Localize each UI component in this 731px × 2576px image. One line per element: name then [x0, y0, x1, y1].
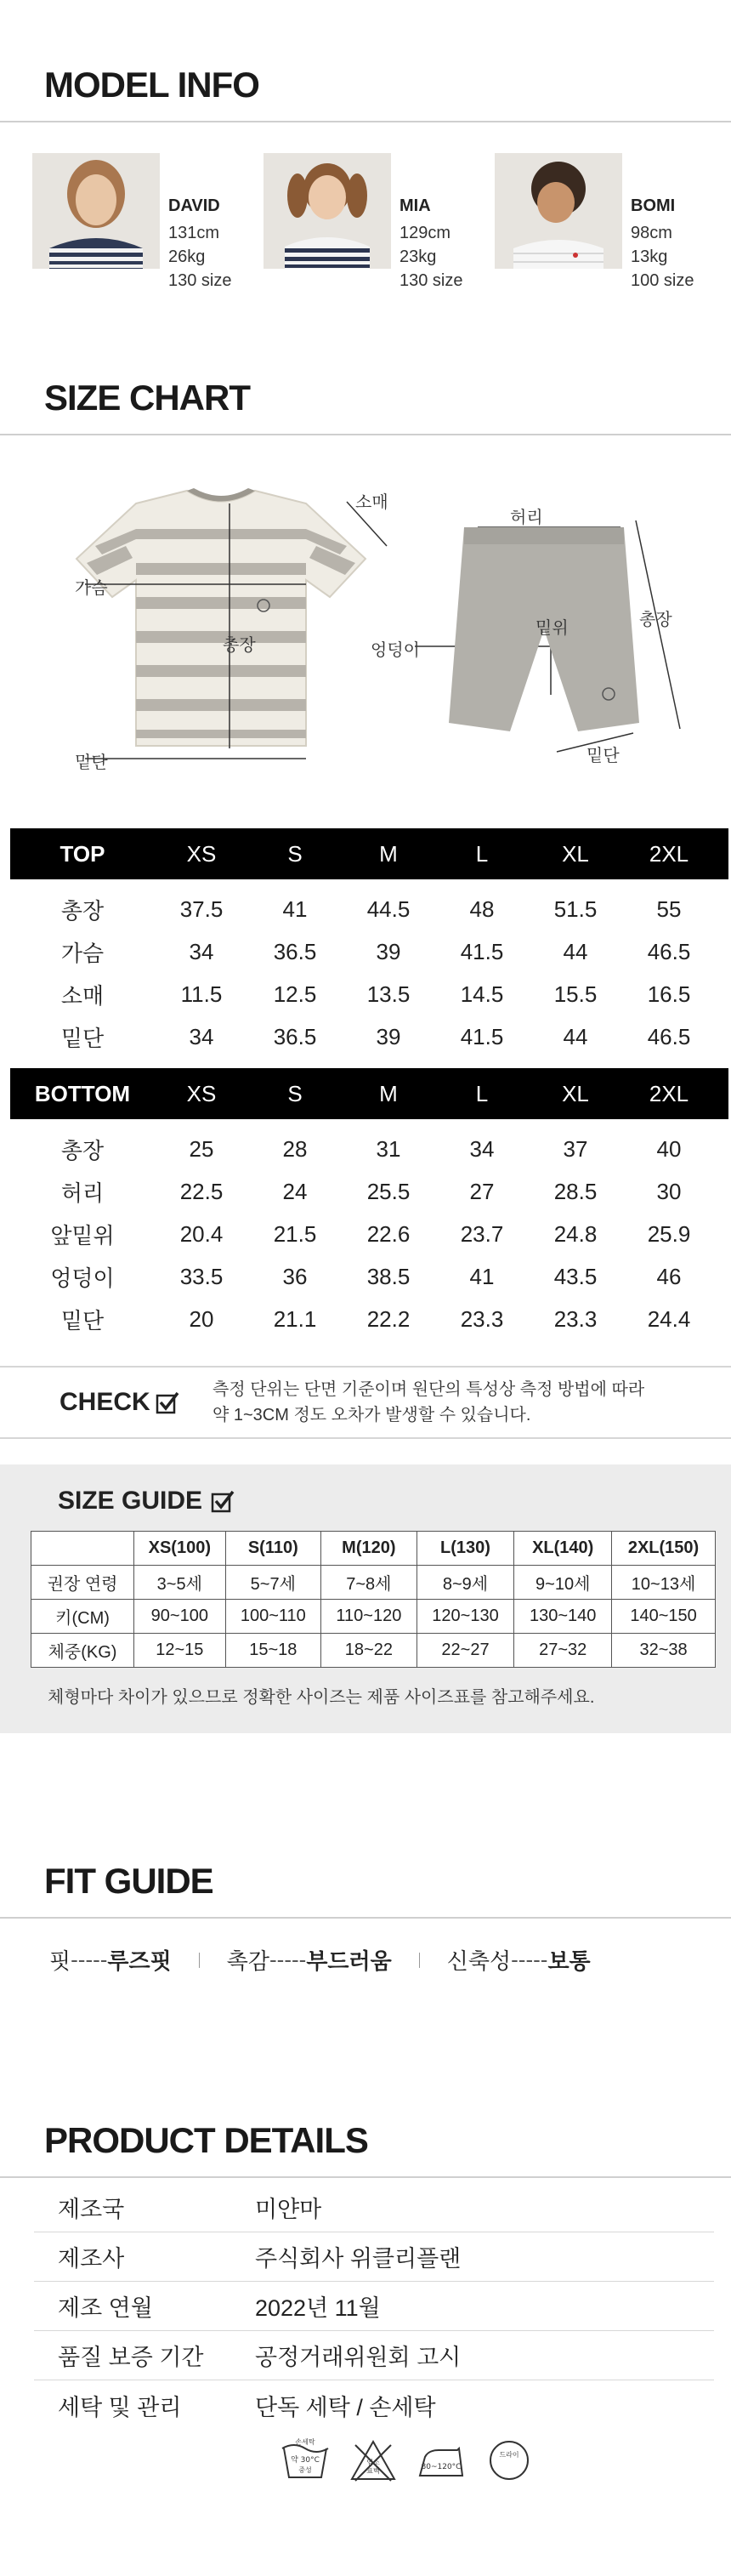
detail-row: [34, 2331, 714, 2380]
header-cell: XL: [562, 840, 589, 867]
table-header: [10, 1068, 728, 1119]
fit-label: 촉감: [226, 1948, 270, 1974]
table-cell: 11.5: [180, 981, 223, 1007]
table-cell: 28: [282, 1135, 308, 1162]
dry-clean-icon: [483, 2437, 536, 2484]
size-guide-note: 체형마다 차이가 있으므로 정확한 사이즈는 제품 사이즈표를 참고해주세요.: [48, 1688, 595, 1707]
care-icons: [34, 2430, 731, 2484]
header-cell: XS: [186, 1080, 217, 1106]
table-cell: 33.5: [179, 1263, 224, 1289]
model-name: BOMI: [631, 196, 676, 215]
table-cell: 3~5세: [134, 1566, 225, 1600]
label-sleeve: 소매: [355, 493, 388, 512]
table-cell: 12~15: [134, 1634, 225, 1668]
table-cell: 140~150: [612, 1600, 716, 1634]
table-cell: 39: [376, 1023, 401, 1049]
detail-value: 주식회사 위클리플랜: [255, 2246, 462, 2272]
model-photo-mia: [264, 153, 391, 269]
detail-key: 제조국: [58, 2197, 125, 2222]
table-cell: 34: [469, 1135, 495, 1162]
fit-label: 신축성: [446, 1948, 512, 1974]
header-cell: XL(140): [514, 1532, 612, 1566]
table-row: [31, 1600, 716, 1634]
detail-key: 제조사: [58, 2246, 125, 2272]
table-cell: 120~130: [416, 1600, 514, 1634]
checkbox-checked-icon: [211, 1489, 235, 1513]
table-cell: 25.9: [647, 1220, 691, 1247]
checkbox-checked-icon: [156, 1390, 179, 1414]
size-chart-title: SIZE CHART: [44, 378, 250, 418]
header-cell: XL: [562, 1080, 589, 1106]
table-cell: 24: [282, 1178, 308, 1204]
label-chest: 가슴: [75, 579, 108, 598]
table-cell: 41.5: [460, 1023, 504, 1049]
check-line-1: 측정 단위는 단면 기준이며 원단의 특성상 측정 방법에 따라: [212, 1380, 645, 1399]
model-height: 98cm: [631, 224, 672, 242]
detail-key: 품질 보증 기간: [58, 2345, 204, 2370]
table-cell: 46.5: [647, 938, 691, 964]
table-cell: 36: [282, 1263, 308, 1289]
label-bottom-hem: 밑단: [586, 747, 620, 765]
table-row: [10, 1255, 728, 1298]
size-chart-section: [0, 301, 731, 435]
fit-value: 보통: [547, 1948, 591, 1974]
table-cell: 22.6: [366, 1220, 411, 1247]
care-temp: 약 30°C: [291, 2456, 320, 2465]
separator: [199, 1953, 200, 1968]
row-label: 권장 연령: [31, 1566, 134, 1600]
model-info-section: [0, 0, 731, 122]
table-cell: 30: [656, 1178, 682, 1204]
table-cell: 12.5: [273, 981, 317, 1007]
model-photo-bomi: [495, 153, 622, 269]
table-cell: 14.5: [460, 981, 504, 1007]
table-cell: 31: [376, 1135, 401, 1162]
header-cell: M(120): [321, 1532, 417, 1566]
table-cell: 24.4: [647, 1305, 691, 1332]
table-row: [10, 973, 728, 1015]
care-sub: 표백: [366, 2467, 380, 2475]
table-cell: 90~100: [134, 1600, 225, 1634]
detail-row: [34, 2183, 714, 2232]
table-cell: 34: [189, 938, 214, 964]
row-label: 앞밑위: [50, 1222, 115, 1248]
table-header: [10, 828, 728, 879]
no-bleach-icon: [347, 2437, 400, 2484]
table-row: [10, 1298, 728, 1340]
header-cell: XS: [186, 840, 217, 867]
size-diagrams: [0, 435, 731, 828]
model-card-mia: [264, 153, 495, 301]
header-cell: BOTTOM: [34, 1080, 131, 1106]
fit-dashes: -----: [511, 1947, 548, 1972]
fit-label: 핏: [49, 1948, 71, 1974]
model-size: 130 size: [168, 271, 232, 290]
header-cell: 2XL: [649, 1080, 689, 1106]
label-top-hem: 밑단: [75, 753, 108, 772]
table-row: [10, 1170, 728, 1213]
label-waist: 허리: [510, 509, 543, 527]
table-cell: 22.2: [366, 1305, 411, 1332]
model-size: 130 size: [400, 271, 463, 290]
care-sub: 중성: [298, 2466, 312, 2474]
check-label: [0, 1388, 212, 1417]
table-cell: 48: [469, 896, 495, 922]
model-info-mia: [391, 153, 463, 301]
size-guide-section: [0, 1464, 731, 1733]
table-cell: 44.5: [366, 896, 411, 922]
table-cell: 7~8세: [321, 1566, 417, 1600]
row-label: 허리: [60, 1180, 105, 1206]
table-cell: 8~9세: [416, 1566, 514, 1600]
detail-key: 세탁 및 관리: [58, 2394, 182, 2420]
table-cell: 21.5: [273, 1220, 317, 1247]
table-cell: 38.5: [366, 1263, 411, 1289]
table-cell: 41.5: [460, 938, 504, 964]
table-row: [10, 1015, 728, 1058]
table-cell: 100~110: [225, 1600, 321, 1634]
table-cell: 46: [656, 1263, 682, 1289]
table-cell: 24.8: [553, 1220, 598, 1247]
table-cell: 25.5: [366, 1178, 411, 1204]
table-cell: 41: [282, 896, 308, 922]
model-info-title: MODEL INFO: [44, 65, 259, 105]
fit-guide-section: [0, 1733, 731, 1919]
hand-wash-icon: [279, 2437, 332, 2484]
detail-value: 2022년 11월: [255, 2295, 381, 2321]
table-cell: 37.5: [179, 896, 224, 922]
fit-item-stretch: [447, 1944, 591, 1976]
check-label-text: CHECK: [60, 1388, 150, 1416]
model-card-bomi: [495, 153, 726, 301]
header-cell: 2XL: [649, 840, 689, 867]
table-cell: 110~120: [321, 1600, 417, 1634]
product-details-list: [0, 2183, 731, 2430]
model-list: [0, 122, 731, 301]
fit-guide-title: FIT GUIDE: [44, 1861, 213, 1901]
model-height: 131cm: [168, 224, 220, 242]
header-cell: XS(100): [134, 1532, 225, 1566]
row-label: 밑단: [60, 1307, 105, 1333]
table-cell: 44: [563, 938, 588, 964]
detail-row: [34, 2380, 714, 2430]
header-cell: L: [475, 840, 489, 867]
model-info-david: [160, 153, 232, 301]
separator: [419, 1953, 420, 1968]
divider: [0, 2176, 731, 2178]
label-top-length: 총장: [223, 636, 256, 655]
table-cell: 22.5: [179, 1178, 224, 1204]
table-cell: 10~13세: [612, 1566, 716, 1600]
table-row: [10, 930, 728, 973]
row-label: 총장: [60, 897, 105, 924]
table-cell: 13.5: [366, 981, 411, 1007]
table-cell: 25: [189, 1135, 214, 1162]
model-photo-david: [32, 153, 160, 269]
fit-item-touch: [227, 1944, 392, 1976]
table-cell: 20: [189, 1305, 214, 1332]
table-row: [10, 1213, 728, 1255]
fit-value: 루즈핏: [107, 1948, 172, 1974]
check-text: [212, 1377, 644, 1428]
table-cell: 34: [189, 1023, 214, 1049]
row-label: 총장: [60, 1137, 105, 1163]
row-label: 엉덩이: [50, 1265, 115, 1291]
header-cell: [31, 1532, 134, 1566]
label-rise: 밑위: [536, 619, 569, 638]
table-cell: 20.4: [179, 1220, 224, 1247]
fit-dashes: -----: [71, 1947, 108, 1972]
model-weight: 26kg: [168, 247, 206, 266]
size-guide-title-text: SIZE GUIDE: [58, 1487, 203, 1515]
table-cell: 46.5: [647, 1023, 691, 1049]
care-text: 손세탁: [295, 2438, 315, 2446]
row-label: 가슴: [60, 940, 105, 966]
fit-dashes: -----: [269, 1947, 307, 1972]
table-header: [31, 1532, 716, 1566]
table-cell: 43.5: [553, 1263, 598, 1289]
table-cell: 16.5: [647, 981, 691, 1007]
check-line-2: 약 1~3CM 정도 오차가 발생할 수 있습니다.: [212, 1406, 531, 1424]
fit-value: 부드러움: [306, 1948, 392, 1974]
table-cell: 22~27: [416, 1634, 514, 1668]
table-cell: 51.5: [553, 896, 598, 922]
size-guide-table: [31, 1531, 716, 1668]
table-cell: 55: [656, 896, 682, 922]
product-details-title: PRODUCT DETAILS: [44, 2120, 368, 2160]
product-details-section: [0, 1976, 731, 2178]
table-row: [10, 888, 728, 930]
header-cell: 2XL(150): [612, 1532, 716, 1566]
table-cell: 28.5: [553, 1178, 598, 1204]
table-cell: 27: [469, 1178, 495, 1204]
table-cell: 27~32: [514, 1634, 612, 1668]
header-cell: L: [475, 1080, 489, 1106]
detail-value: 단독 세탁 / 손세탁: [255, 2394, 436, 2420]
model-weight: 13kg: [631, 247, 668, 266]
model-height: 129cm: [400, 224, 451, 242]
size-guide-title: [0, 1487, 731, 1515]
header-cell: M: [379, 840, 398, 867]
row-label: 체중(KG): [31, 1634, 134, 1668]
table-cell: 9~10세: [514, 1566, 612, 1600]
table-cell: 41: [469, 1263, 495, 1289]
header-cell: M: [379, 1080, 398, 1106]
table-cell: 130~140: [514, 1600, 612, 1634]
table-cell: 40: [656, 1135, 682, 1162]
detail-value: 미얀마: [255, 2197, 322, 2222]
header-cell: S(110): [225, 1532, 321, 1566]
table-cell: 37: [563, 1135, 588, 1162]
table-cell: 5~7세: [225, 1566, 321, 1600]
table-row: [31, 1634, 716, 1668]
detail-row: [34, 2282, 714, 2331]
table-cell: 36.5: [273, 1023, 317, 1049]
table-cell: 23.3: [460, 1305, 504, 1332]
care-text: 80~120°C: [421, 2463, 462, 2471]
model-card-david: [32, 153, 264, 301]
model-name: DAVID: [168, 196, 220, 215]
table-cell: 15~18: [225, 1634, 321, 1668]
model-info-bomi: [622, 153, 694, 301]
table-cell: 32~38: [612, 1634, 716, 1668]
table-cell: 23.3: [553, 1305, 598, 1332]
table-cell: 18~22: [321, 1634, 417, 1668]
table-cell: 21.1: [273, 1305, 317, 1332]
top-size-table: [10, 828, 728, 1340]
table-cell: 15.5: [553, 981, 598, 1007]
row-label: 키(CM): [31, 1600, 134, 1634]
row-label: 소매: [60, 982, 105, 1009]
label-bottom-length: 총장: [639, 611, 672, 629]
detail-key: 제조 연월: [58, 2295, 153, 2321]
header-cell: S: [287, 1080, 303, 1106]
header-cell: S: [287, 840, 303, 867]
table-row: [10, 1128, 728, 1170]
care-text: 염소: [366, 2459, 380, 2466]
header-cell: L(130): [416, 1532, 514, 1566]
model-size: 100 size: [631, 271, 694, 290]
fit-guide-row: [0, 1919, 731, 1976]
row-label: 밑단: [60, 1025, 105, 1051]
table-cell: 36.5: [273, 938, 317, 964]
label-hip: 엉덩이: [371, 641, 420, 660]
table-cell: 44: [563, 1023, 588, 1049]
detail-row: [34, 2232, 714, 2282]
table-cell: 23.7: [460, 1220, 504, 1247]
header-cell: TOP: [60, 840, 105, 867]
table-row: [31, 1566, 716, 1600]
model-weight: 23kg: [400, 247, 437, 266]
detail-value: 공정거래위원회 고시: [255, 2345, 462, 2370]
model-name: MIA: [400, 196, 431, 215]
table-cell: 39: [376, 938, 401, 964]
check-notice: [0, 1366, 731, 1439]
care-text: 드라이: [499, 2451, 519, 2459]
fit-item-fit: [49, 1944, 172, 1976]
iron-icon: [415, 2437, 468, 2484]
